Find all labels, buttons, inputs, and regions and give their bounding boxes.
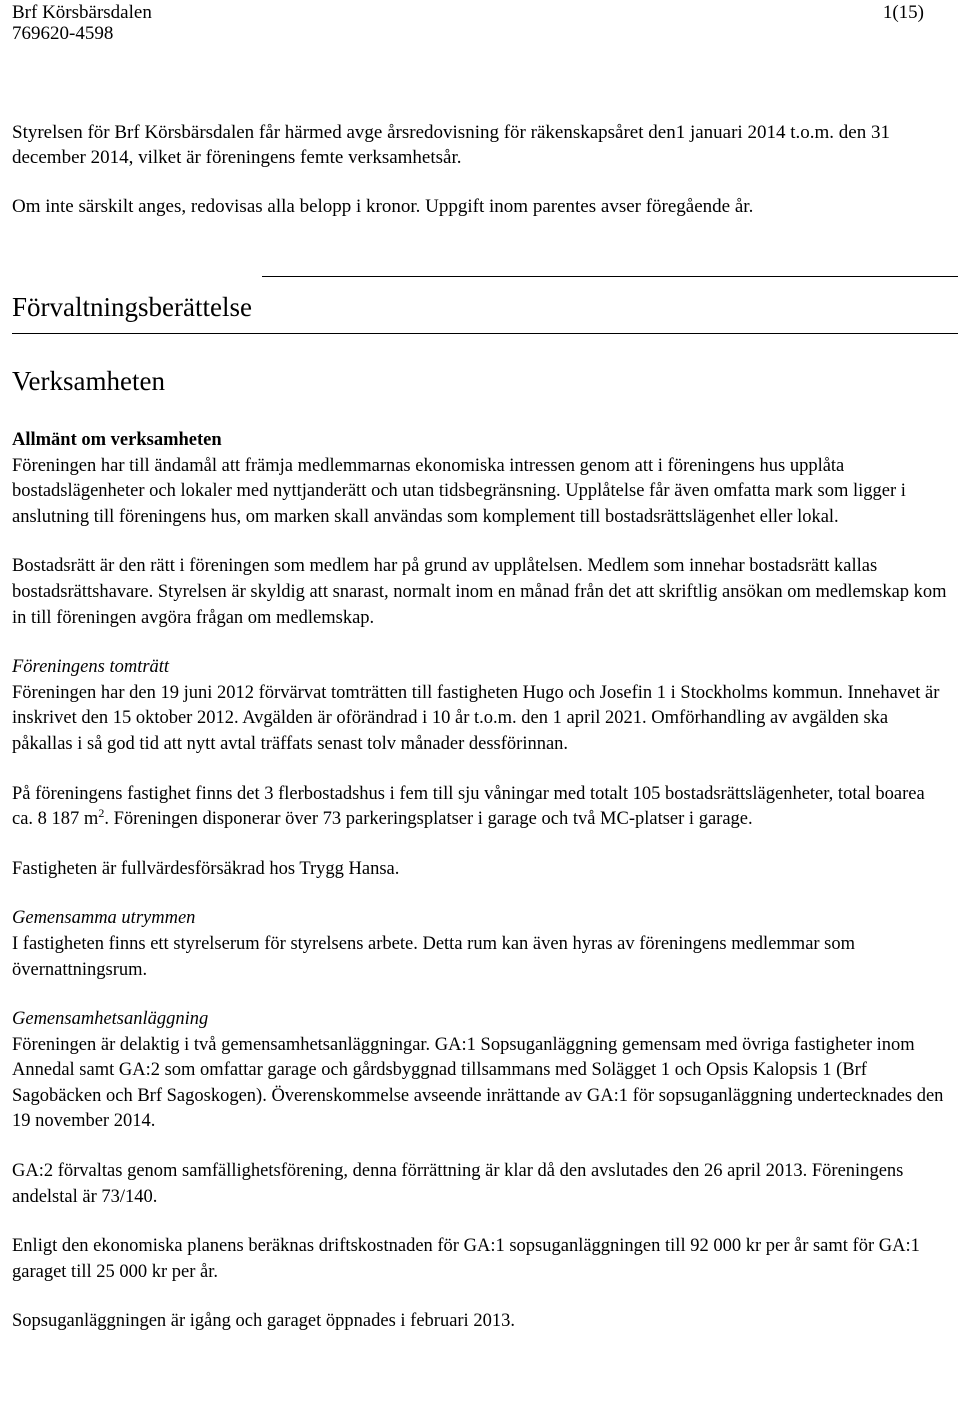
divider	[12, 333, 958, 334]
organization-number: 769620-4598	[12, 23, 114, 44]
parking-text: . Föreningen disponerar över 73 parkeringsplatser i garage och två MC-platser i garage.	[104, 809, 753, 830]
body-paragraph: Föreningen är delaktig i två gemensamhetsanläggningar. GA:1 Sopsuganläggning gemensam med övriga fastigheter inom Annedal samt GA:2 som omfattar garage och gårdsbyggnad tillsammans med Solägget 1 och Opsis Kalopsis 1 (Brf Sagobäcken och Brf Sagoskogen). Överenskommelse avseende inrättande av GA:1 för sopsuganläggning undertecknades den 19 november 2014.	[12, 1034, 944, 1132]
body-paragraph: Enligt den ekonomiska planens beräknas driftskostnaden för GA:1 sopsuganläggningen till 92 000 kr per år samt för GA:1 garaget till 25 000 kr per år.	[12, 1236, 920, 1282]
common-spaces-heading: Gemensamma utrymmen	[12, 908, 196, 929]
body-paragraph: Fastigheten är fullvärdesförsäkrad hos Trygg Hansa.	[12, 858, 400, 879]
leasehold-heading: Föreningens tomträtt	[12, 657, 170, 678]
document-body	[12, 428, 947, 1359]
intro-paragraph: Styrelsen för Brf Körsbärsdalen får härmed avge årsredovisning för räkenskapsåret den1 januari 2014 t.o.m. den 31 december 2014, vilket är föreningens femte verksamhetsår.	[12, 122, 890, 169]
body-paragraph: Föreningen har till ändamål att främja medlemmarnas ekonomiska intressen genom att i föreningens hus upplåta bostadslägenheter och lokaler med nyttjanderätt och utan tidsbegränsning. Upplåtelse får även omfatta mark som ligger i anslutning till föreningens hus, om marken skall användas som komplement till bostadsrättslägenhet eller lokal.	[12, 455, 906, 527]
divider	[262, 276, 958, 277]
body-paragraph: Föreningen har den 19 juni 2012 förvärvat tomträtten till fastigheten Hugo och Josefin 1 i Stockholms kommun. Innehavet är inskrivet den 15 oktober 2012. Avgälden är oförändrad i 10 år t.o.m. den 1 april 2021. Omförhandling av avgälden ska påkallas i så god tid att nytt avtal träffats senast tolv månader dessförinnan.	[12, 682, 940, 754]
body-paragraph	[12, 782, 947, 833]
page-number: 1(15)	[882, 2, 924, 23]
section-title: Förvaltningsberättelse	[12, 292, 252, 322]
general-heading: Allmänt om verksamheten	[12, 430, 222, 450]
intro-text	[12, 120, 942, 219]
organization-name: Brf Körsbärsdalen	[12, 2, 152, 23]
intro-paragraph: Om inte särskilt anges, redovisas alla belopp i kronor. Uppgift inom parentes avser föregående år.	[12, 195, 754, 217]
body-paragraph: GA:2 förvaltas genom samfällighetsförening, denna förrättning är klar då den avslutades den 26 april 2013. Föreningens andelstal är 73/140.	[12, 1161, 904, 1207]
body-paragraph: I fastigheten finns ett styrelserum för styrelsens arbete. Detta rum kan även hyras av föreningens medlemmar som övernattningsrum.	[12, 933, 856, 980]
area-text: På föreningens fastighet finns det 3 flerbostadshus i fem till sju våningar med totalt 105 bostadsrättslägenheter, total boarea ca. 8 187 m	[12, 783, 925, 830]
body-paragraph: Bostadsrätt är den rätt i föreningen som medlem har på grund av upplåtelsen. Medlem som innehar bostadsrätt kallas bostadsrättshavare. Styrelsen är skyldig att snarast, normalt inom en månad från det att skriftlig ansökan om medlemskap kom in till föreningen avgöra frågan om medlemskap.	[12, 556, 947, 628]
superscript: 2	[98, 805, 105, 820]
joint-facility-heading: Gemensamhetsanläggning	[12, 1009, 209, 1030]
subsection-title: Verksamheten	[12, 366, 165, 396]
body-paragraph: Sopsuganläggningen är igång och garaget öppnades i februari 2013.	[12, 1311, 515, 1332]
